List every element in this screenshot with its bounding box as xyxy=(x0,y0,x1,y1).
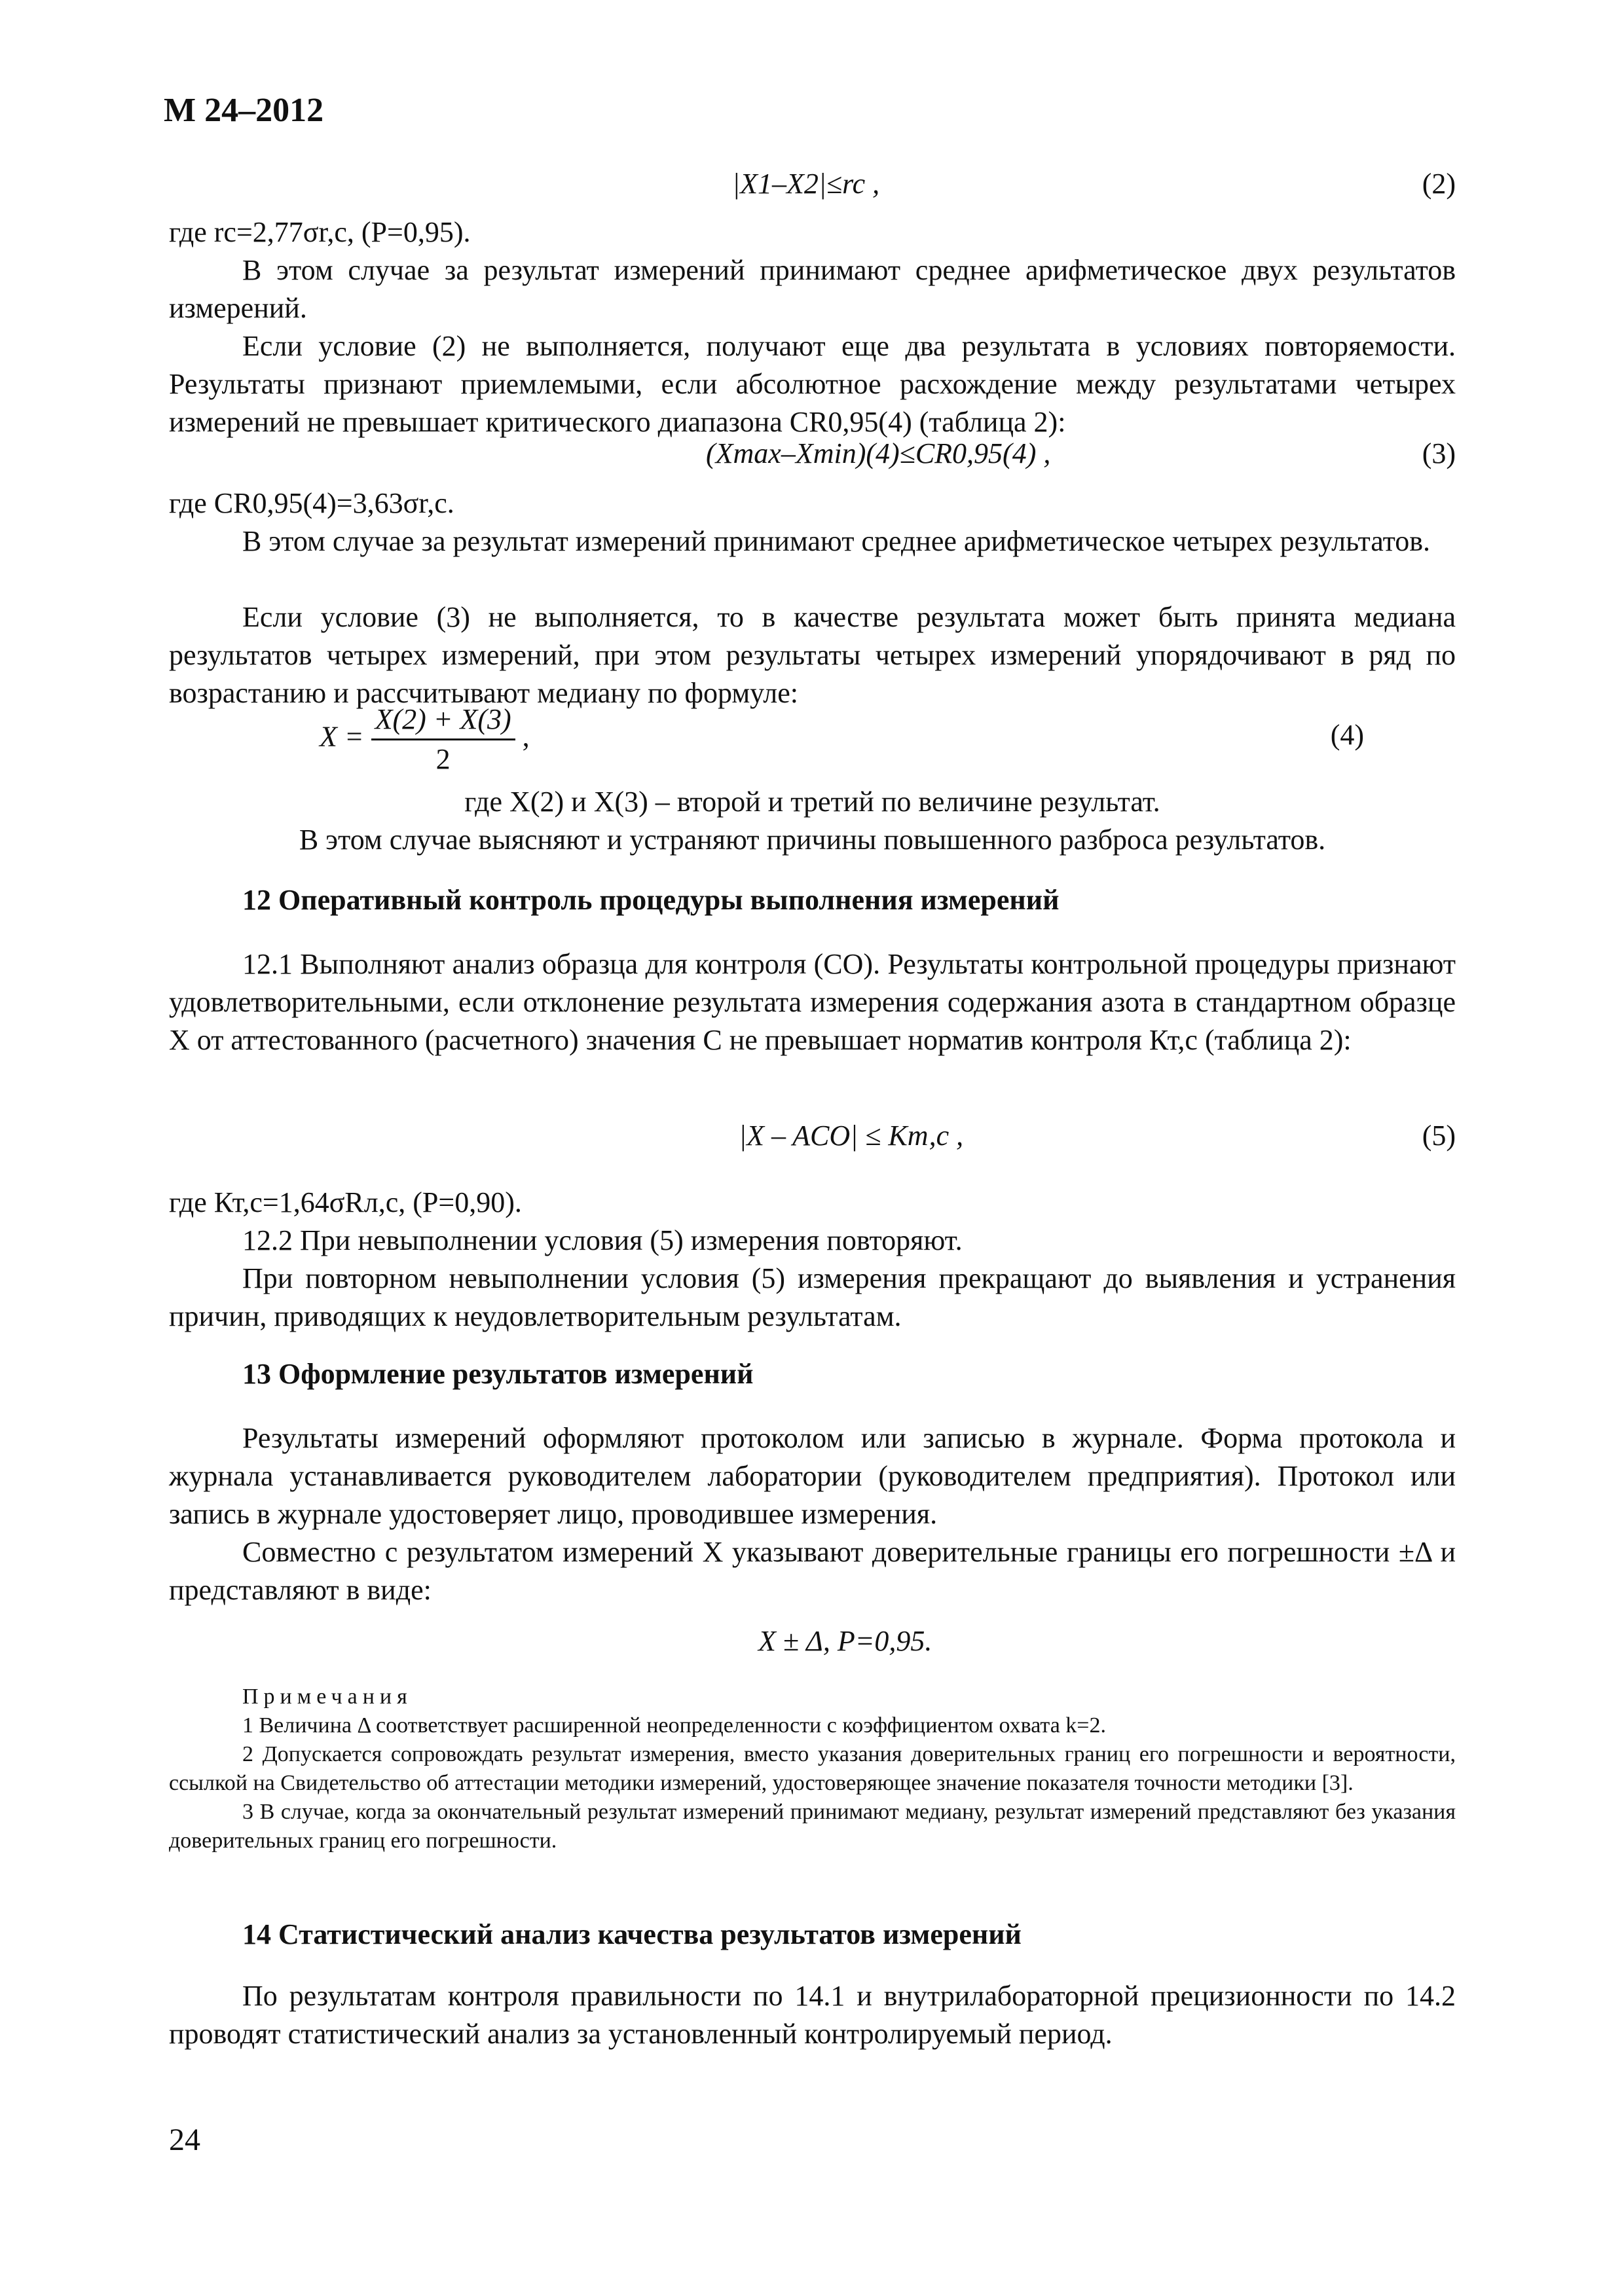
formula-4: X = $\frac{X(2) + X(3)}{2}$ , (4) xyxy=(169,694,1456,779)
formula-5 xyxy=(169,1117,1456,1156)
document-code: М 24–2012 xyxy=(164,92,324,129)
section-14-paragraph-1: По результатам контроля правильности по 14.1 и внутрилабораторной прецизионности по 14.2 проводят статистический анализ за установленный контролируемый период. xyxy=(169,1980,1456,2050)
paragraph-four-results: В этом случае за результат измерений принимают среднее арифметическое четырех результатов. xyxy=(242,525,1431,557)
note-2: 2 Допускается сопровождать результат измерения, вместо указания доверительных границ его погрешности и вероятности, ссылкой на Свидетельство об аттестации методики измерений, удостоверяющее значение показателя точности методики [3]. xyxy=(169,1742,1456,1795)
section-13-heading: 13 Оформление результатов измерений xyxy=(242,1358,754,1390)
formula-4-number: (4) xyxy=(1330,719,1364,751)
section-12-paragraph-3: При повторном невыполнении условия (5) измерения прекращают до выявления и устранения причин, приводящих к неудовлетворительным результатам. xyxy=(169,1262,1456,1332)
where-cr-text: где CR0,95(4)=3,63σr,c. xyxy=(169,487,454,519)
formula-2-expression: |X1–X2|≤rc , xyxy=(732,168,880,200)
paragraph-median: Если условие (3) не выполняется, то в качестве результата может быть принята медиана результатов четырех измерений, при этом результаты четырех измерений упорядочивают в ряд по возрастанию и рассчитывают медиану по формуле: xyxy=(169,601,1456,709)
formula-5-number: (5) xyxy=(1422,1120,1456,1152)
note-1: 1 Величина Δ соответствует расширенной неопределенности с коэффициентом охвата k=2. xyxy=(242,1713,1106,1738)
formula-3 xyxy=(169,435,1456,474)
formula-3-expression: (Xmax–Xmin)(4)≤CR0,95(4) , xyxy=(706,437,1051,469)
formula-4-denominator: 2 xyxy=(435,743,451,775)
where-x-text: где X(2) и X(3) – второй и третий по величине результат. xyxy=(464,786,1160,818)
where-rc-text: где rc=2,77σr,c, (P=0,95). xyxy=(169,216,471,248)
formula-result-expression: X ± Δ, P=0,95. xyxy=(758,1625,932,1657)
formula-5-expression: |X – ACO| ≤ Kт,с , xyxy=(739,1120,964,1152)
formula-result xyxy=(169,1622,1456,1662)
note-3: 3 В случае, когда за окончательный результат измерений принимают медиану, результат измерений представляют без указания доверительных границ его погрешности. xyxy=(169,1800,1456,1853)
formula-3-number: (3) xyxy=(1422,437,1456,469)
formula-2-number: (2) xyxy=(1422,168,1456,200)
notes-block xyxy=(169,1683,1456,1855)
section-12-where-text: где Кт,с=1,64σRл,с, (P=0,90). xyxy=(169,1186,522,1218)
formula-4-lhs: X = xyxy=(320,720,364,753)
section-13-paragraph-2: Совместно с результатом измерений X указывают доверительные границы его погрешности ±Δ и представляют в виде: xyxy=(169,1536,1456,1606)
section-12-paragraph-2: 12.2 При невыполнении условия (5) измерения повторяют. xyxy=(242,1224,963,1256)
notes-title: Примечания xyxy=(242,1685,413,1709)
paragraph-condition-2: Если условие (2) не выполняется, получают еще два результата в условиях повторяемости. Результаты признают приемлемыми, если абсолютное расхождение между результатами четырех измерений не превышает критического диапазона CR0,95(4) (таблица 2): xyxy=(169,330,1456,438)
formula-2 xyxy=(169,165,1456,204)
section-12-heading: 12 Оперативный контроль процедуры выполнения измерений xyxy=(242,884,1060,916)
page-number: 24 xyxy=(169,2123,200,2157)
paragraph-two-results: В этом случае за результат измерений принимают среднее арифметическое двух результатов измерений. xyxy=(169,254,1456,324)
formula-4-numerator: X(2) + X(3) xyxy=(371,701,515,740)
section-14-heading: 14 Статистический анализ качества результатов измерений xyxy=(242,1918,1022,1950)
section-13-paragraph-1: Результаты измерений оформляют протоколом или записью в журнале. Форма протокола и журнала устанавливается руководителем лаборатории (руководителем предприятия). Протокол или запись в журнале удостоверяет лицо, проводившее измерения. xyxy=(169,1422,1456,1530)
formula-4-fraction xyxy=(371,701,515,778)
paragraph-scatter: В этом случае выясняют и устраняют причины повышенного разброса результатов. xyxy=(299,824,1326,856)
section-12-paragraph-1: 12.1 Выполняют анализ образца для контроля (СО). Результаты контрольной процедуры признают удовлетворительными, если отклонение результата измерения содержания азота в стандартном образце X от аттестованного (расчетного) значения C не превышает норматив контроля Кт,с (таблица 2): xyxy=(169,948,1456,1056)
